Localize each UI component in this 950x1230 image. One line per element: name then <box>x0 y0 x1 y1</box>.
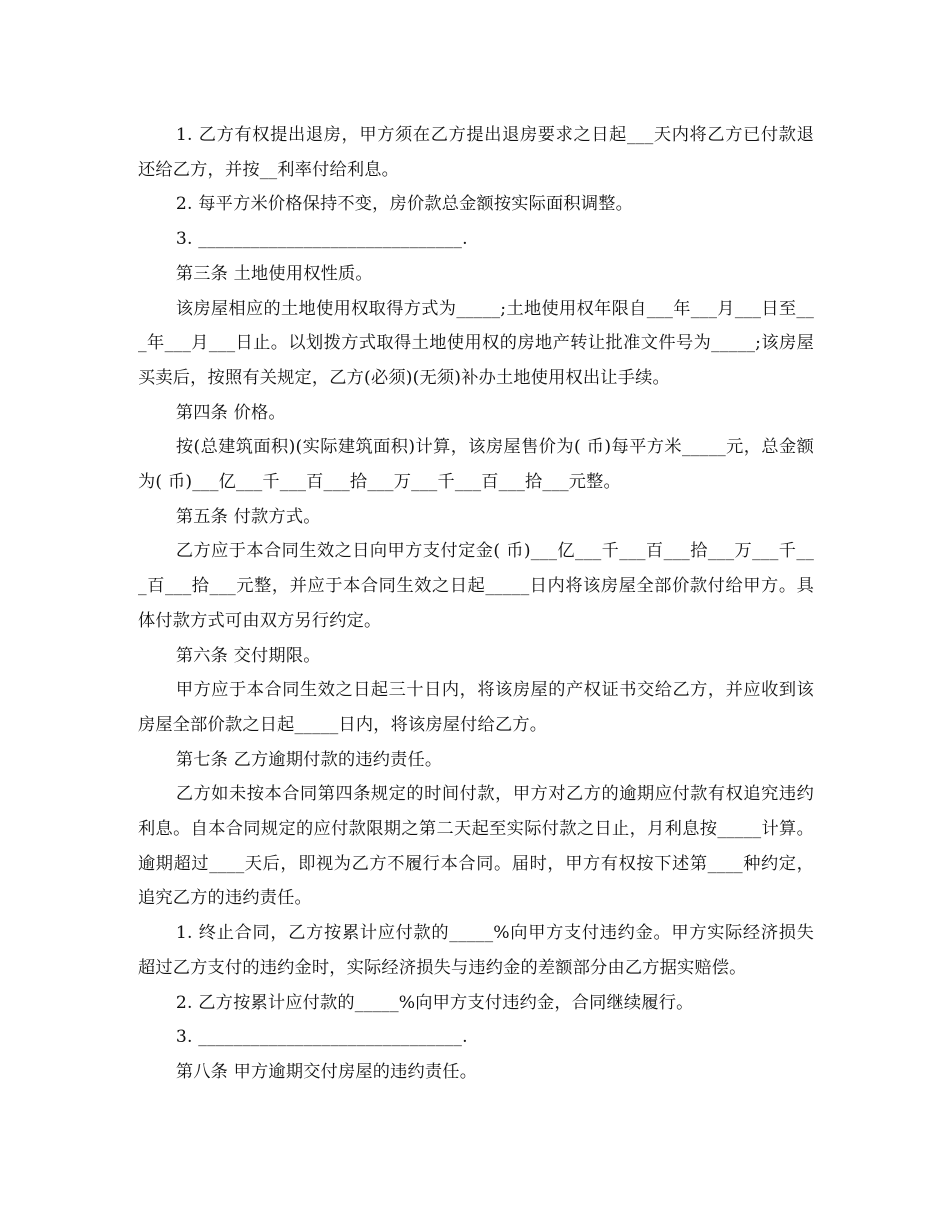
payment-method-paragraph: 乙方应于本合同生效之日向甲方支付定金( 币)___亿___千___百___拾___万___千___百___拾___元整，并应于本合同生效之日起_____日内将该房屋全部价款付给甲方。具体付款方式可由双方另行约定。 <box>138 541 814 631</box>
article-3-heading: 第三条 土地使用权性质。 <box>175 263 373 284</box>
article-8-heading: 第八条 甲方逾期交付房屋的违约责任。 <box>175 1061 478 1082</box>
clause-price-unchanged-paragraph: 2. 每平方米价格保持不变，房价款总金额按实际面积调整。 <box>175 194 633 215</box>
land-use-right-paragraph: 该房屋相应的土地使用权取得方式为_____;土地使用权年限自___年___月___日至___年___月___日止。以划拨方式取得土地使用权的房地产转让批准文件号为_____;该房屋买卖后，按照有关规定，乙方(必须)(无须)补办土地使用权出让手续。 <box>138 298 814 388</box>
article-7-heading: 第七条 乙方逾期付款的违约责任。 <box>175 749 443 770</box>
blank-item-3-paragraph: 3. ______________________________. <box>175 229 468 250</box>
terminate-contract-paragraph: 1. 终止合同，乙方按累计应付款的_____%向甲方支付违约金。甲方实际经济损失超过乙方支付的违约金时，实际经济损失与违约金的差额部分由乙方据实赔偿。 <box>138 923 814 978</box>
clause-refund-paragraph: 1. 乙方有权提出退房，甲方须在乙方提出退房要求之日起___天内将乙方已付款退还给乙方，并按__利率付给利息。 <box>138 125 814 180</box>
article-4-heading: 第四条 价格。 <box>175 402 286 423</box>
late-payment-paragraph: 乙方如未按本合同第四条规定的时间付款，甲方对乙方的逾期应付款有权追究违约利息。自本合同规定的应付款限期之第二天起至实际付款之日止，月利息按_____计算。逾期超过____天后，即视为乙方不履行本合同。届时，甲方有权按下述第____种约定，追究乙方的违约责任。 <box>138 784 814 909</box>
article-6-heading: 第六条 交付期限。 <box>175 645 321 666</box>
continue-contract-paragraph: 2. 乙方按累计应付款的_____%向甲方支付违约金，合同继续履行。 <box>175 992 694 1013</box>
article-5-heading: 第五条 付款方式。 <box>175 506 321 527</box>
delivery-term-paragraph: 甲方应于本合同生效之日起三十日内，将该房屋的产权证书交给乙方，并应收到该房屋全部价款之日起_____日内，将该房屋付给乙方。 <box>138 680 814 735</box>
blank-item-3b-paragraph: 3. ______________________________. <box>175 1027 468 1048</box>
contract-page <box>138 118 814 1090</box>
price-paragraph: 按(总建筑面积)(实际建筑面积)计算，该房屋售价为( 币)每平方米_____元，总金额为( 币)___亿___千___百___拾___万___千___百___拾___元整。 <box>138 437 814 493</box>
